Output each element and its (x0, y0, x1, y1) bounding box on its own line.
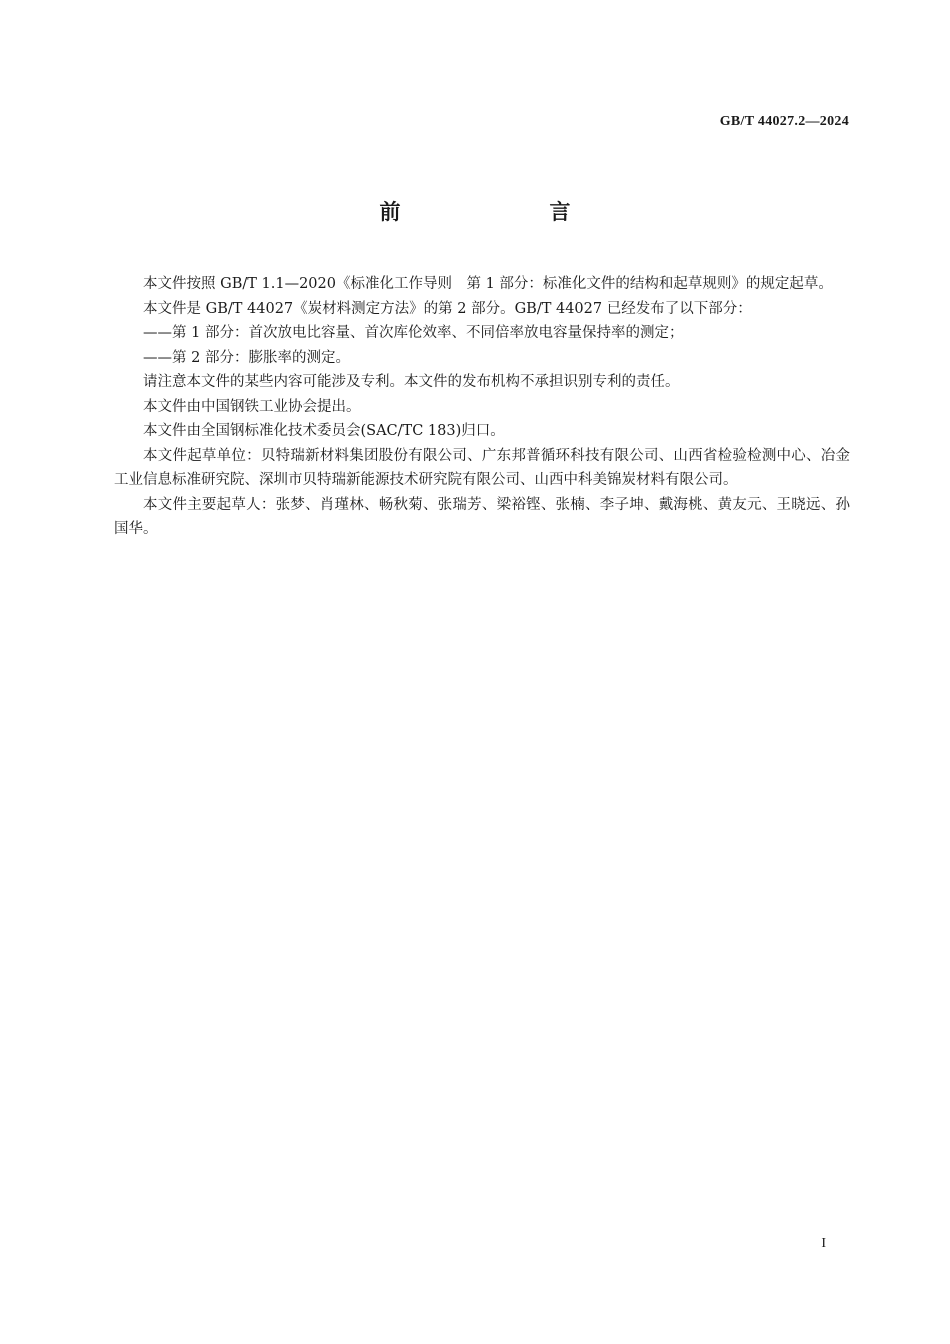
foreword-body (114, 272, 850, 542)
list-item-part-2: ——第 2 部分：膨胀率的测定。 (143, 349, 350, 366)
page-number: I (821, 1236, 826, 1251)
paragraph-administered-by: 本文件由全国钢标准化技术委员会(SAC/TC 183)归口。 (143, 423, 505, 439)
paragraph-part-info: 本文件是 GB/T 44027《炭材料测定方法》的第 2 部分。GB/T 44027 已经发布了以下部分： (143, 300, 752, 317)
list-item-part-1: ——第 1 部分：首次放电比容量、首次库伦效率、不同倍率放电容量保持率的测定； (143, 325, 684, 341)
standard-code: GB/T 44027.2—2024 (719, 114, 849, 129)
paragraph-drafting-organizations: 本文件起草单位：贝特瑞新材料集团股份有限公司、广东邦普循环科技有限公司、山西省检验检测中心、冶金工业信息标准研究院、深圳市贝特瑞新能源技术研究院有限公司、山西中科美锦炭材料有限公司。 (114, 447, 850, 488)
paragraph-proposed-by: 本文件由中国钢铁工业协会提出。 (143, 398, 361, 415)
paragraph-drafting-rules: 本文件按照 GB/T 1.1—2020《标准化工作导则 第 1 部分：标准化文件的结构和起草规则》的规定起草。 (143, 276, 833, 292)
paragraph-patent-notice: 请注意本文件的某些内容可能涉及专利。本文件的发布机构不承担识别专利的责任。 (143, 374, 680, 390)
paragraph-drafters: 本文件主要起草人：张梦、肖瑾林、畅秋菊、张瑞芳、梁裕铿、张楠、李子坤、戴海桃、黄友元、王晓远、孙国华。 (114, 496, 850, 537)
page-title: 前 言 (379, 200, 635, 224)
